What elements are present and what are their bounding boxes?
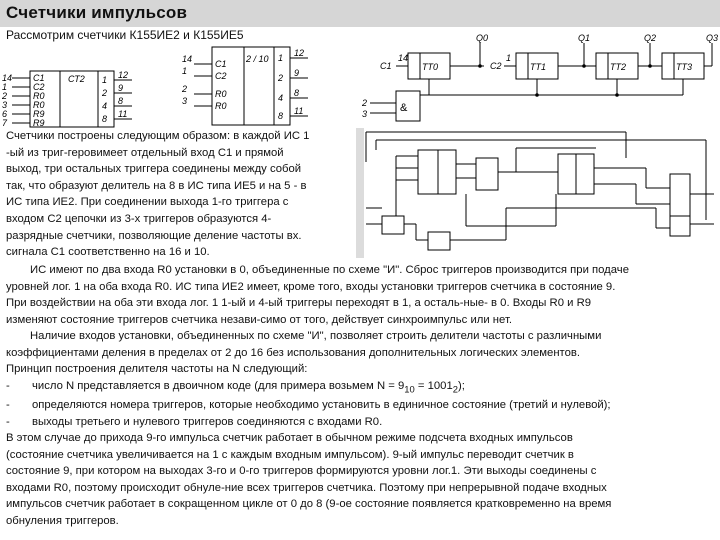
pin-number: 9 bbox=[118, 83, 124, 93]
input-mark: R0 bbox=[33, 100, 45, 110]
text-line: уровней лог. 1 на оба входа R0. ИС типа ИЕ2 имеет, кроме того, входы установки триггеров счетчика в состояние 9. bbox=[6, 280, 616, 293]
text-line: изменяют состояние триггеров счетчика незави-симо от того, действует синхроимпульс или нет. bbox=[6, 313, 512, 326]
output-label-q0: Q0 bbox=[476, 33, 489, 43]
bullet-item bbox=[6, 397, 714, 414]
bullet-dash: - bbox=[6, 399, 10, 412]
text-line: ИС имеют по два входа R0 установки в 0, объединенные по схеме "И". Сброс триггеров производится при подаче bbox=[30, 264, 629, 276]
pin-number: 3 bbox=[2, 100, 8, 110]
output-label-q1: Q1 bbox=[578, 33, 591, 43]
text-line: (состояние счетчика увеличивается на 1 с каждым входным импульсом). 9-ый импульс переводит счетчик в bbox=[6, 448, 574, 461]
bullet-dash: - bbox=[6, 415, 10, 428]
text-line: Принцип построения делителя частоты на N следующий: bbox=[6, 363, 308, 375]
pin-number: 7 bbox=[2, 118, 8, 128]
pin-14: 14 bbox=[398, 53, 409, 63]
output-mark: 2 bbox=[102, 88, 108, 98]
text-line: Счетчики построены следующим образом: в каждой ИС 1 bbox=[6, 130, 310, 142]
pin-number: 11 bbox=[294, 106, 304, 116]
subscript: 10 bbox=[404, 382, 415, 394]
bullet-text: ); bbox=[457, 379, 465, 392]
pin-number: 1 bbox=[2, 82, 8, 92]
page-title: Счетчики импульсов bbox=[6, 3, 188, 22]
input-mark: R9 bbox=[33, 118, 45, 128]
paragraph-intro bbox=[6, 128, 344, 261]
trigger-tt2: TT2 bbox=[610, 62, 627, 72]
output-mark: 4 bbox=[278, 93, 284, 103]
text-line: выход, три остальных триггера соединены между собой bbox=[6, 163, 302, 176]
trigger-tt0: TT0 bbox=[422, 62, 439, 72]
pin-number: 2 bbox=[2, 91, 8, 101]
input-mark: C1 bbox=[215, 59, 227, 69]
pin-number: 14 bbox=[182, 54, 193, 64]
text-line: В этом случае до прихода 9-го импульса счетчик работает в обычном режиме подсчета входных импульсов bbox=[6, 432, 573, 445]
bullet-text: выходы третьего и нулевого триггеров соединяются с входами R0. bbox=[32, 415, 383, 428]
chip-diagram-middle bbox=[176, 44, 326, 126]
pin-number: 2 bbox=[182, 84, 188, 94]
text-line: входом С2 цепочки из 3-х триггеров образуются 4- bbox=[6, 212, 272, 225]
chip-diagram-left bbox=[0, 62, 175, 128]
pin-2: 2 bbox=[362, 98, 368, 108]
bullet-text: = 1001 bbox=[414, 379, 453, 392]
input-mark: R0 bbox=[215, 101, 227, 111]
trigger-tt3: TT3 bbox=[676, 62, 693, 72]
input-mark: C2 bbox=[33, 82, 45, 92]
bullet-text: определяются номера триггеров, которые необходимо установить в единичное состояние (третий и нулевой); bbox=[32, 399, 611, 412]
chip-label: 2 / 10 bbox=[246, 54, 269, 64]
text-line: -ый из триг-геровимеет отдельный вход С1 и прямой bbox=[6, 146, 284, 159]
text-line: ИС типа ИЕ2. При соединении выхода 1-го триггера с bbox=[6, 196, 289, 209]
output-mark: 2 bbox=[278, 73, 284, 83]
text-line: При воздействии на оба эти входа лог. 1 1-ый и 4-ый триггеры переходят в 1, а осталь-ные- в 0. Входы R0 и R9 bbox=[6, 297, 592, 309]
input-mark: C2 bbox=[215, 71, 227, 81]
bullet-item bbox=[6, 378, 714, 398]
and-gate-symbol: & bbox=[400, 102, 408, 114]
output-label-q2: Q2 bbox=[644, 33, 657, 43]
clock-input-c1: C1 bbox=[380, 61, 392, 71]
input-mark: R9 bbox=[33, 109, 45, 119]
output-label-q3: Q3 bbox=[706, 33, 719, 43]
chip-label: СТ2 bbox=[68, 74, 85, 84]
input-mark: C1 bbox=[33, 73, 45, 83]
pin-number: 1 bbox=[182, 66, 188, 76]
pin-number: 12 bbox=[294, 48, 305, 58]
trigger-tt1: TT1 bbox=[530, 62, 547, 72]
bullet-item bbox=[6, 414, 714, 431]
text-line: так, что образуют делитель на 8 в ИС типа ИЕ5 и на 5 - в bbox=[6, 179, 307, 192]
text-line: разрядные счетчики, позволяющие деление частоты вх. bbox=[6, 229, 302, 242]
subscript: 2 bbox=[452, 382, 458, 394]
body-text bbox=[6, 262, 714, 529]
text-line: обнуления триггеров. bbox=[6, 514, 119, 527]
output-mark: 8 bbox=[278, 111, 284, 121]
output-mark: 4 bbox=[102, 101, 108, 111]
pin-number: 12 bbox=[118, 70, 129, 80]
pin-3: 3 bbox=[362, 109, 368, 119]
bullet-dash: - bbox=[6, 379, 10, 392]
text-line: Наличие входов установки, объединенных по схеме "И", позволяет строить делители частоты с различными bbox=[30, 330, 602, 342]
counter-schematic bbox=[356, 128, 720, 260]
trigger-chain-diagram bbox=[356, 33, 720, 129]
pin-number: 8 bbox=[294, 88, 300, 98]
pin-number: 8 bbox=[118, 96, 124, 106]
pin-number: 14 bbox=[2, 73, 13, 83]
text-line: сигнала С1 соответственно на 16 и 10. bbox=[6, 246, 210, 259]
input-mark: R0 bbox=[215, 89, 227, 99]
bullet-text: число N представляется в двоичном коде (для примера возьмем N = 9 bbox=[32, 379, 405, 392]
text-line: импульсов счетчик работает в сокращенном цикле от 0 до 8 (9-ое состояние появляется кратковременно на время bbox=[6, 498, 612, 511]
pin-number: 6 bbox=[2, 109, 8, 119]
clock-input-c2: C2 bbox=[490, 61, 502, 71]
input-mark: R0 bbox=[33, 91, 45, 101]
text-line: входами R0, поэтому происходит обнуле-ние всех триггеров счетчика. Поэтому при непрерывной подаче входных bbox=[6, 481, 607, 494]
output-mark: 8 bbox=[102, 114, 108, 124]
pin-number: 3 bbox=[182, 96, 188, 106]
text-line: состояние 9, при котором на выходах 3-го и 0-го триггеров формируются уровни лог.1. Эти выходы соединены с bbox=[6, 465, 597, 478]
output-mark: 1 bbox=[278, 53, 284, 63]
output-mark: 1 bbox=[102, 75, 108, 85]
text-line: коэффициентами деления в пределах от 2 до 16 без использования дополнительных логических элементов. bbox=[6, 346, 581, 359]
pin-number: 9 bbox=[294, 68, 300, 78]
pin-1: 1 bbox=[506, 53, 512, 63]
pin-number: 11 bbox=[118, 109, 128, 119]
intro-text: Рассмотрим счетчики К155ИЕ2 и К155ИЕ5 bbox=[6, 28, 244, 42]
